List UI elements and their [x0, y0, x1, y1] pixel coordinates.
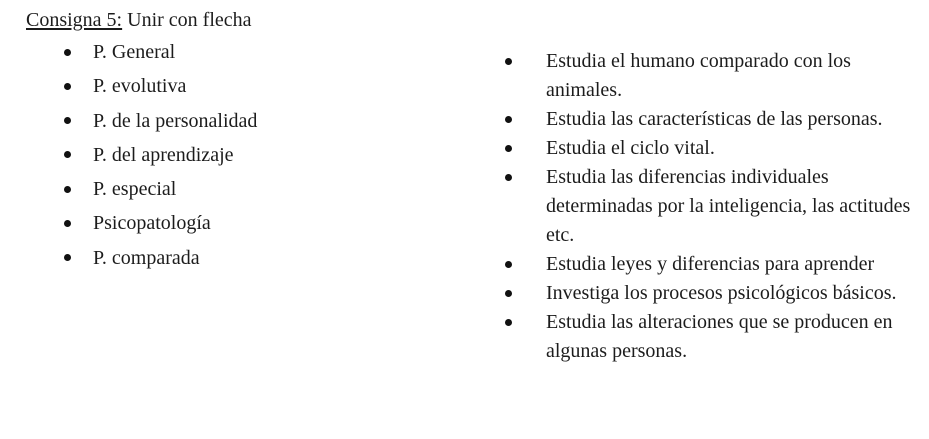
bullet-icon — [505, 261, 512, 268]
bullet-icon — [64, 186, 71, 193]
list-item-label: P. especial — [93, 178, 177, 201]
bullet-icon — [505, 174, 512, 181]
list-item — [62, 138, 442, 172]
bullet-icon — [64, 254, 71, 261]
list-item — [500, 250, 920, 279]
list-item — [62, 104, 442, 138]
list-item — [62, 69, 442, 103]
list-item-label: Psicopatología — [93, 212, 211, 235]
list-item-label: P. General — [93, 41, 176, 63]
exercise-title-instruction: Unir con flecha — [127, 9, 252, 31]
list-item-text: animales. — [546, 78, 623, 101]
psychology-branches-list — [62, 35, 442, 275]
bullet-icon — [505, 319, 512, 326]
list-item-text: Estudia el ciclo vital. — [546, 136, 715, 159]
list-item — [62, 241, 442, 275]
list-item — [500, 163, 920, 250]
list-item-label: P. comparada — [93, 246, 200, 269]
list-item-text: etc. — [546, 223, 575, 246]
descriptions-list — [500, 47, 920, 366]
list-item — [62, 172, 442, 206]
list-item — [500, 279, 920, 308]
list-item-label: P. de la personalidad — [93, 109, 258, 132]
bullet-icon — [64, 220, 71, 227]
bullet-icon — [64, 117, 71, 124]
bullet-icon — [505, 58, 512, 65]
bullet-icon — [64, 49, 71, 56]
list-item-label: P. evolutiva — [93, 75, 187, 98]
list-item-text: Estudia el humano comparado con los — [546, 49, 851, 72]
list-item — [500, 308, 920, 366]
list-item — [500, 134, 920, 163]
list-item-text: Estudia las características de las personas. — [546, 107, 883, 130]
list-item — [62, 35, 442, 69]
list-item — [500, 47, 920, 105]
list-item-label: P. del aprendizaje — [93, 143, 234, 166]
list-item-text: Estudia las alteraciones que se producen en — [546, 310, 893, 333]
list-item-text: Investiga los procesos psicológicos básicos. — [546, 281, 897, 304]
bullet-icon — [64, 83, 71, 90]
bullet-icon — [505, 116, 512, 123]
list-item — [62, 206, 442, 240]
list-item-text: algunas personas. — [546, 339, 688, 362]
bullet-icon — [64, 151, 71, 158]
bullet-icon — [505, 290, 512, 297]
list-item-text: Estudia leyes y diferencias para aprender — [546, 252, 875, 275]
list-item-text: determinadas por la inteligencia, las actitudes — [546, 194, 911, 217]
exercise-title — [26, 6, 252, 34]
exercise-title-label: Consigna 5: — [26, 9, 123, 31]
list-item — [500, 105, 920, 134]
list-item-text: Estudia las diferencias individuales — [546, 165, 829, 188]
bullet-icon — [505, 145, 512, 152]
